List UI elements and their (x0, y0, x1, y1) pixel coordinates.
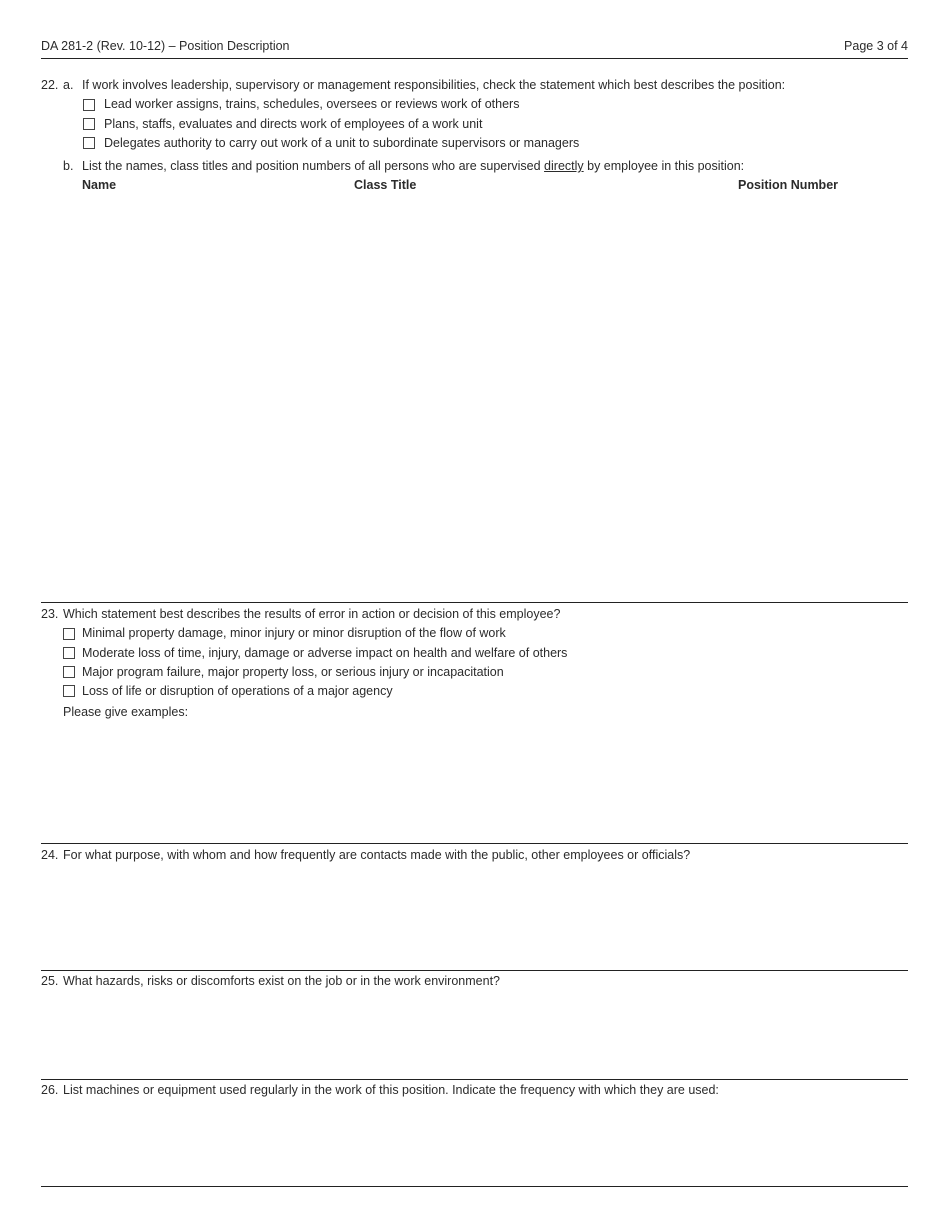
q23-number: 23. (41, 607, 59, 621)
q25-question: What hazards, risks or discomforts exist on the job or in the work environment? (63, 974, 500, 988)
q22b-question (82, 159, 744, 174)
footer-divider (41, 1186, 908, 1187)
q22-divider (41, 602, 908, 603)
q26-answer-area[interactable] (41, 1101, 908, 1181)
column-header-class-title: Class Title (354, 178, 417, 192)
q22a-question: If work involves leadership, supervisory or management responsibilities, check the statement which best describes the position: (82, 78, 786, 92)
q22b-answer-area[interactable] (41, 198, 908, 598)
q23-option-3-checkbox[interactable] (63, 666, 75, 678)
q25-divider (41, 1079, 908, 1080)
q22a-option-1-checkbox[interactable] (83, 99, 95, 111)
q25-number: 25. (41, 974, 59, 988)
q23-examples-answer-area[interactable] (41, 724, 908, 839)
q22b-letter: b. (63, 159, 74, 173)
q23-option-2-checkbox[interactable] (63, 647, 75, 659)
q24-answer-area[interactable] (41, 866, 908, 966)
page-number: Page 3 of 4 (844, 39, 908, 53)
q22a-option-1-label: Lead worker assigns, trains, schedules, oversees or reviews work of others (104, 97, 520, 111)
q24-question: For what purpose, with whom and how frequently are contacts made with the public, other employees or officials? (63, 848, 691, 862)
column-header-name: Name (82, 178, 117, 192)
q23-option-1-checkbox[interactable] (63, 628, 75, 640)
q26-question: List machines or equipment used regularly in the work of this position. Indicate the frequency with which they are used: (63, 1083, 719, 1097)
q22b-text-before: List the names, class titles and position numbers of all persons who are supervised (82, 159, 545, 173)
q23-option-1-label: Minimal property damage, minor injury or minor disruption of the flow of work (82, 626, 506, 640)
q23-divider (41, 843, 908, 844)
q23-option-3-label: Major program failure, major property loss, or serious injury or incapacitation (82, 665, 504, 679)
q23-examples-label: Please give examples: (63, 705, 189, 719)
header-divider (41, 58, 908, 59)
q24-divider (41, 970, 908, 971)
q26-number: 26. (41, 1083, 59, 1097)
q22a-option-2-label: Plans, staffs, evaluates and directs work of employees of a work unit (104, 117, 483, 131)
q23-option-4-label: Loss of life or disruption of operations of a major agency (82, 684, 393, 698)
q22b-text-after: by employee in this position: (583, 159, 745, 173)
q22a-option-3-label: Delegates authority to carry out work of a unit to subordinate supervisors or managers (104, 136, 580, 150)
q22a-option-2-checkbox[interactable] (83, 118, 95, 130)
q22b-text-directly: directly (544, 159, 584, 173)
q22a-letter: a. (63, 78, 74, 92)
q23-option-2-label: Moderate loss of time, injury, damage or adverse impact on health and welfare of others (82, 646, 568, 660)
column-header-position-number: Position Number (738, 178, 839, 192)
q24-number: 24. (41, 848, 59, 862)
q22-number: 22. (41, 78, 59, 92)
q23-option-4-checkbox[interactable] (63, 685, 75, 697)
q23-question: Which statement best describes the results of error in action or decision of this employee? (63, 607, 561, 621)
q22a-option-3-checkbox[interactable] (83, 137, 95, 149)
form-id: DA 281-2 (Rev. 10-12) – Position Description (41, 39, 290, 53)
q25-answer-area[interactable] (41, 992, 908, 1075)
